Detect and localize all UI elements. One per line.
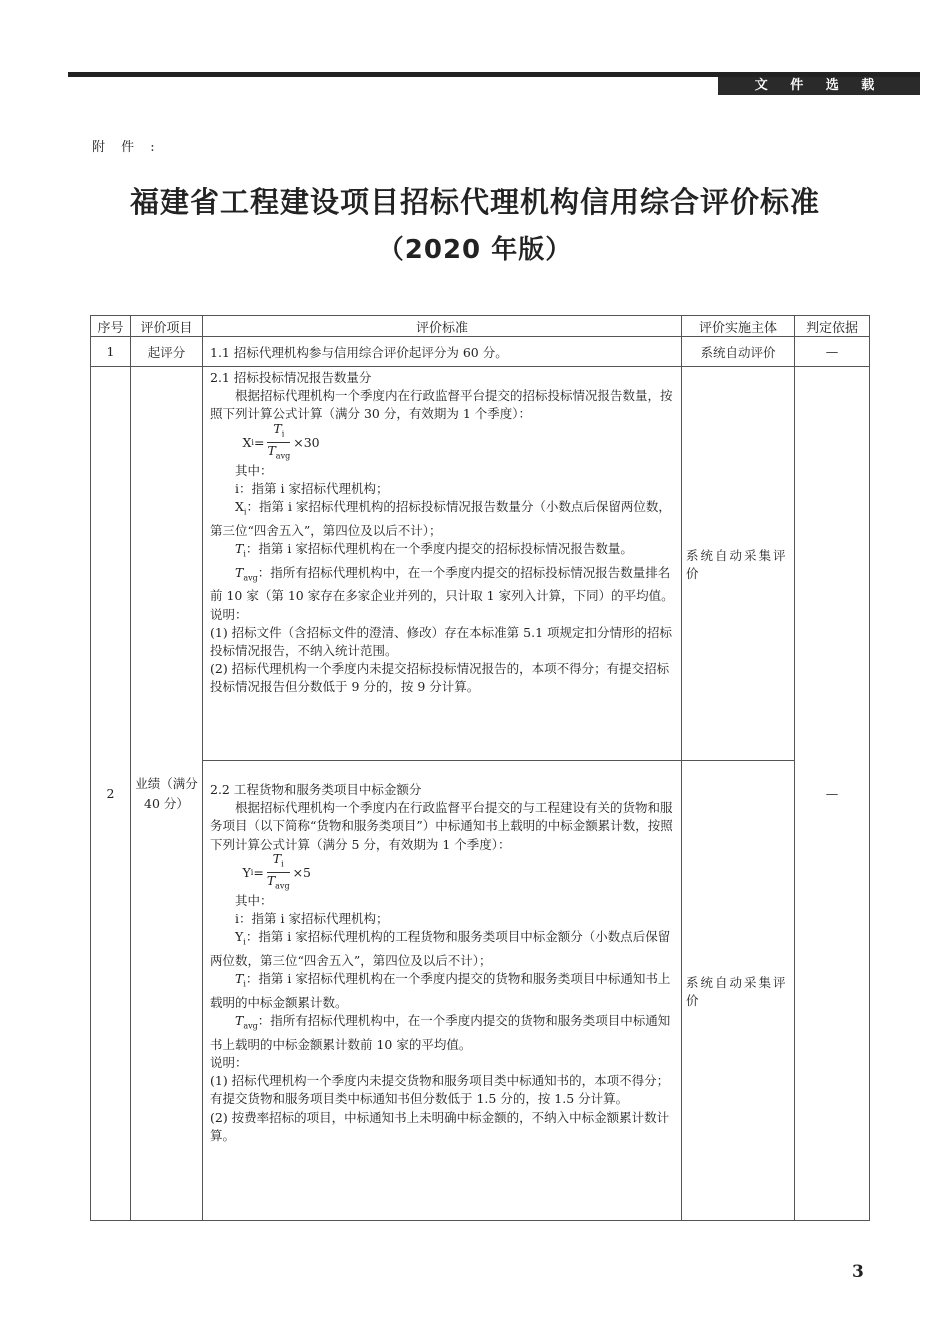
page-number: 3 [852,1262,864,1282]
doc-subtitle: （2020 年版） [377,235,573,265]
header-basis: 判定依据 [795,316,870,337]
row-no: 1 [91,337,131,367]
criteria-2-1: 2.1 招标投标情况报告数量分 根据招标代理机构一个季度内在行政监督平台提交的招标投标情况报告数量，按照下列计算公式计算（满分 30 分，有效期为 1 个季度）： X i = $\frac{T_i}{T_{avg}}$ ×30 其中： i：指第 i 家招标代理机构； $X_i$：指第 i 家招标代理机构的招标投标情况报告数量分（小数点后保留两位数，第三位“四舍五入”，第四位及以后不计）； $T_i$：指第 i 家招标代理机构在一个季度内提交的招标投标情况报告数量。 $T_{avg}$：指所有招标代理机构中，在一个季度内提交的招标投标情况报告数量排名前 10 家（第 10 家存在多家企业并列的，只计取 1 家列入计算，下同）的平均值。 说明： (1) 招标文件（含招标文件的澄清、修改）存在本标准第 5.1 项规定扣分情形的招标投标情况报告，不纳入统计范围。 (2) 招标代理机构一个季度内未提交招标投标情况报告的，本项不得分；有提交招标投标情况报告但分数低于 9 分的，按 9 分计算。 [203,367,682,761]
criteria-title: 2.2 工程货物和服务类项目中标金额分 [210,782,422,797]
definition: $Y_i$：指第 i 家招标代理机构的工程货物和服务类项目中标金额分（小数点后保留两位数，第三位“四舍五入”，第四位及以后不计）； [210,929,671,968]
header-no: 序号 [91,316,131,337]
table-header-row [91,316,870,337]
row-basis: — [795,337,870,367]
table-row [91,337,870,367]
header-item: 评价项目 [131,316,203,337]
criteria-2-2: 2.2 工程货物和服务类项目中标金额分 根据招标代理机构一个季度内在行政监督平台提交的与工程建设有关的货物和服务项目（以下简称“货物和服务类项目”）中标通知书上载明的中标金额累计数，按照下列计算公式计算（满分 5 分，有效期为 1 个季度）： Y i = $\frac{T_i}{T_{avg}}$ ×5 其中： i：指第 i 家招标代理机构； $Y_i$：指第 i 家招标代理机构的工程货物和服务类项目中标金额分（小数点后保留两位数，第三位“四舍五入”，第四位及以后不计）； $T_i$：指第 i 家招标代理机构在一个季度内提交的货物和服务类项目中标通知书上载明的中标金额累计数。 $T_{avg}$：指所有招标代理机构中，在一个季度内提交的货物和服务类项目中标通知书上载明的中标金额累计数前 10 家的平均值。 说明： (1) 招标代理机构一个季度内未提交货物和服务项目类中标通知书的，本项不得分；有提交货物和服务项目类中标通知书但分数低于 1.5 分的，按 1.5 分计算。 (2) 按费率招标的项目，中标通知书上未明确中标金额的，不纳入中标金额累计数计算。 [203,761,682,1221]
section-tag: 文 件 选 载 [718,77,920,95]
definition: $X_i$：指第 i 家招标代理机构的招标投标情况报告数量分（小数点后保留两位数，第三位“四舍五入”，第四位及以后不计）； [210,499,671,538]
row-implementer: 系统自动采集评价 [682,367,795,761]
definition: $T_{avg}$：指所有招标代理机构中，在一个季度内提交的货物和服务类项目中标通知书上载明的中标金额累计数前 10 家的平均值。 [210,1013,671,1052]
table-row [91,367,870,761]
row-item: 业绩（满分 40 分） [131,367,203,1221]
note-item: (1) 招标文件（含招标文件的澄清、修改）存在本标准第 5.1 项规定扣分情形的招标投标情况报告，不纳入统计范围。 [210,624,673,658]
formula: Y i = $\frac{T_i}{T_{avg}}$ ×5 [210,854,676,892]
row-implementer: 系统自动评价 [682,337,795,367]
row-implementer: 系统自动采集评价 [682,761,795,1221]
row-basis: — [795,367,870,1221]
definition: $T_{avg}$：指所有招标代理机构中，在一个季度内提交的招标投标情况报告数量排名前 10 家（第 10 家存在多家企业并列的，只计取 1 家列入计算，下同）的平均值。 [210,564,674,604]
formula: X i = $\frac{T_i}{T_{avg}}$ ×30 [210,424,676,462]
criteria-table [90,315,870,1221]
row-criteria: 1.1 招标代理机构参与信用综合评价起评分为 60 分。 [203,337,682,367]
criteria-intro: 根据招标代理机构一个季度内在行政监督平台提交的与工程建设有关的货物和服务项目（以下简称“货物和服务类项目”）中标通知书上载明的中标金额累计数，按照下列计算公式计算（满分 5 分，有效期为 1 个季度）： [210,800,673,852]
row-no: 2 [91,367,131,1221]
header-criteria: 评价标准 [203,316,682,337]
definition: $T_i$：指第 i 家招标代理机构在一个季度内提交的货物和服务类项目中标通知书上载明的中标金额累计数。 [210,971,671,1010]
row-item: 起评分 [131,337,203,367]
doc-title: 福建省工程建设项目招标代理机构信用综合评价标准 [129,185,820,219]
criteria-title: 2.1 招标投标情况报告数量分 [210,370,372,385]
note-item: (2) 按费率招标的项目，中标通知书上未明确中标金额的，不纳入中标金额累计数计算。 [210,1109,670,1143]
attachment-label: 附 件 : [92,140,161,155]
definition: $T_i$：指第 i 家招标代理机构在一个季度内提交的招标投标情况报告数量。 [235,540,633,559]
note-item: (2) 招标代理机构一个季度内未提交招标投标情况报告的，本项不得分；有提交招标投标情况报告但分数低于 9 分的，按 9 分计算。 [210,661,670,695]
fraction: $\frac{T_i}{T_{avg}}$ [267,420,291,461]
fraction: $\frac{T_i}{T_{avg}}$ [266,850,290,891]
header-implementer: 评价实施主体 [682,316,795,337]
table-row [91,761,870,1221]
note-item: (1) 招标代理机构一个季度内未提交货物和服务项目类中标通知书的，本项不得分；有提交货物和服务项目类中标通知书但分数低于 1.5 分的，按 1.5 分计算。 [210,1073,670,1107]
criteria-intro: 根据招标代理机构一个季度内在行政监督平台提交的招标投标情况报告数量，按照下列计算公式计算（满分 30 分，有效期为 1 个季度）： [210,388,673,422]
